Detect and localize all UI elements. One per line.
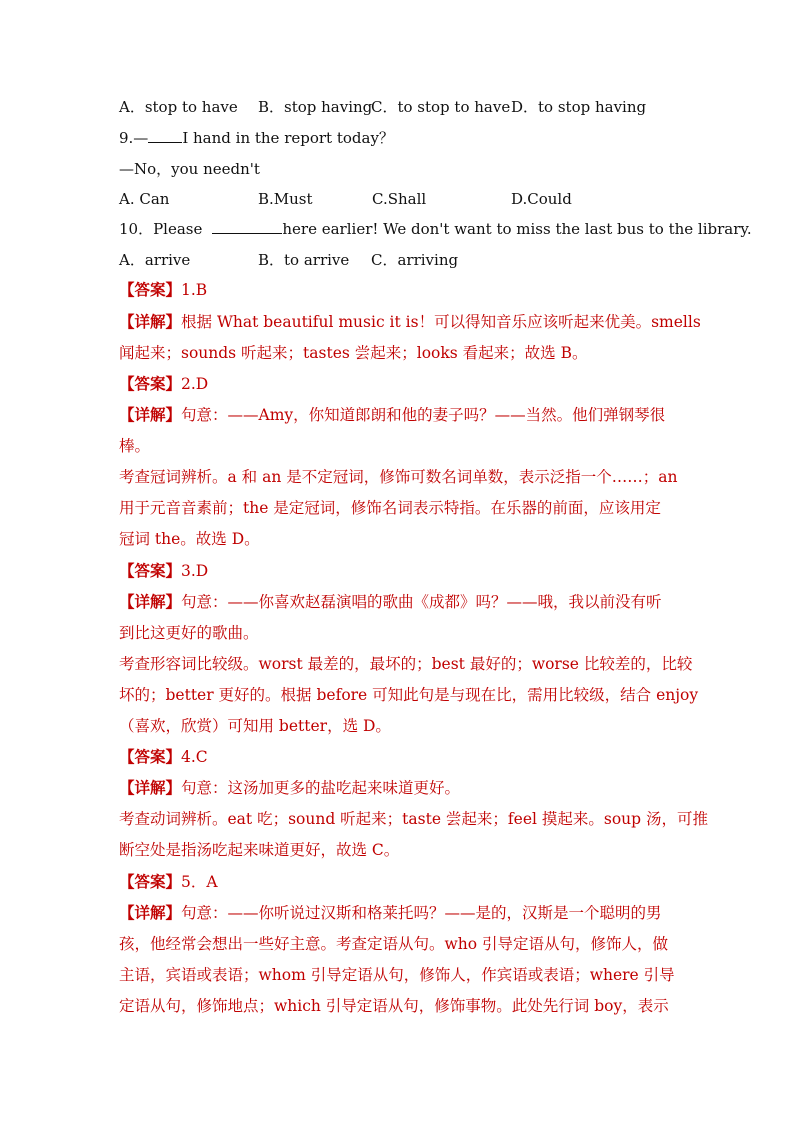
q8-option-c: C．to stop to have bbox=[371, 98, 511, 116]
q9-option-a: A. Can bbox=[119, 190, 170, 208]
detail-5-line-1 bbox=[119, 903, 662, 923]
detail-label: 【详解】 bbox=[119, 778, 182, 797]
detail-5-line-3: 主语，宾语或表语；whom 引导定语从句，修饰人，作宾语或表语；where 引导 bbox=[119, 966, 675, 984]
q9-option-c: C.Shall bbox=[372, 190, 427, 208]
detail-3-line-1 bbox=[119, 592, 662, 612]
detail-2-line-1 bbox=[119, 405, 665, 425]
answer-3 bbox=[119, 561, 208, 581]
answer-5 bbox=[119, 872, 218, 892]
answer-value: 5．A bbox=[181, 873, 218, 891]
answer-1 bbox=[119, 280, 207, 300]
q9-number: 9.— bbox=[119, 129, 149, 147]
answer-value: 2.D bbox=[181, 375, 209, 393]
detail-label: 【详解】 bbox=[119, 312, 182, 331]
detail-label: 【详解】 bbox=[119, 903, 182, 922]
answer-label: 【答案】 bbox=[119, 872, 182, 891]
detail-2-line-4: 用于元音音素前；the 是定冠词，修饰名词表示特指。在乐器的前面，应该用定 bbox=[119, 499, 661, 517]
answer-2 bbox=[119, 374, 208, 394]
detail-text: 根据 What beautiful music it is！可以得知音乐应该听起来优美。smells bbox=[181, 313, 701, 331]
q9-reply: —No，you needn't bbox=[119, 160, 260, 178]
q9-text: I hand in the report today？ bbox=[182, 129, 394, 147]
answer-label: 【答案】 bbox=[119, 747, 182, 766]
detail-2-line-5: 冠词 the。故选 D。 bbox=[119, 530, 260, 548]
detail-1-line-1 bbox=[119, 312, 701, 332]
detail-3-line-5: （喜欢，欣赏）可知用 better，选 D。 bbox=[119, 717, 391, 735]
detail-5-line-4: 定语从句，修饰地点；which 引导定语从句，修饰事物。此处先行词 boy，表示 bbox=[119, 997, 669, 1015]
detail-4-line-1 bbox=[119, 778, 460, 798]
detail-2-line-2: 棒。 bbox=[119, 437, 151, 455]
q10-option-c: C．arriving bbox=[371, 251, 459, 269]
answer-label: 【答案】 bbox=[119, 280, 182, 299]
detail-4-line-3: 断空处是指汤吃起来味道更好，故选 C。 bbox=[119, 841, 400, 859]
q10-number: 10．Please bbox=[119, 220, 203, 238]
detail-1-line-2: 闻起来；sounds 听起来；tastes 尝起来；looks 看起来；故选 B。 bbox=[119, 344, 588, 362]
detail-2-line-3: 考查冠词辨析。a 和 an 是不定冠词，修饰可数名词单数，表示泛指一个……；an bbox=[119, 468, 678, 486]
answer-value: 4.C bbox=[181, 748, 208, 766]
detail-5-line-2: 孩，他经常会想出一些好主意。考查定语从句。who 引导定语从句，修饰人，做 bbox=[119, 935, 669, 953]
q9-option-d: D.Could bbox=[511, 190, 572, 208]
q10-question bbox=[119, 219, 752, 239]
detail-text: 句意：——你听说过汉斯和格莱托吗？——是的，汉斯是一个聪明的男 bbox=[181, 904, 662, 922]
q9-blank bbox=[148, 128, 182, 143]
detail-text: 句意：——Amy，你知道郎朗和他的妻子吗？——当然。他们弹钢琴很 bbox=[181, 406, 666, 424]
q10-option-a: A．arrive bbox=[119, 251, 191, 269]
q9-option-b: B.Must bbox=[258, 190, 313, 208]
detail-text: 句意：这汤加更多的盐吃起来味道更好。 bbox=[181, 779, 461, 797]
q8-option-d: D．to stop having bbox=[511, 98, 647, 116]
q10-option-b: B．to arrive bbox=[258, 251, 350, 269]
detail-4-line-2: 考查动词辨析。eat 吃；sound 听起来；taste 尝起来；feel 摸起来。soup 汤，可推 bbox=[119, 810, 709, 828]
q8-option-a: A．stop to have bbox=[119, 98, 238, 116]
q10-blank bbox=[212, 219, 282, 234]
q9-question bbox=[119, 128, 394, 148]
answer-value: 3.D bbox=[181, 562, 209, 580]
detail-3-line-3: 考查形容词比较级。worst 最差的，最坏的；best 最好的；worse 比较差的，比较 bbox=[119, 655, 693, 673]
detail-text: 句意：——你喜欢赵磊演唱的歌曲《成都》吗？——哦，我以前没有听 bbox=[181, 593, 662, 611]
detail-label: 【详解】 bbox=[119, 405, 182, 424]
answer-label: 【答案】 bbox=[119, 561, 182, 580]
answer-4 bbox=[119, 747, 208, 767]
detail-label: 【详解】 bbox=[119, 592, 182, 611]
detail-3-line-4: 坏的；better 更好的。根据 before 可知此句是与现在比，需用比较级，结合 enjoy bbox=[119, 686, 699, 704]
q8-option-b: B．stop having bbox=[258, 98, 373, 116]
detail-3-line-2: 到比这更好的歌曲。 bbox=[119, 624, 259, 642]
answer-label: 【答案】 bbox=[119, 374, 182, 393]
answer-value: 1.B bbox=[181, 281, 208, 299]
q10-text: here earlier! We don't want to miss the last bus to the library. bbox=[282, 220, 752, 238]
